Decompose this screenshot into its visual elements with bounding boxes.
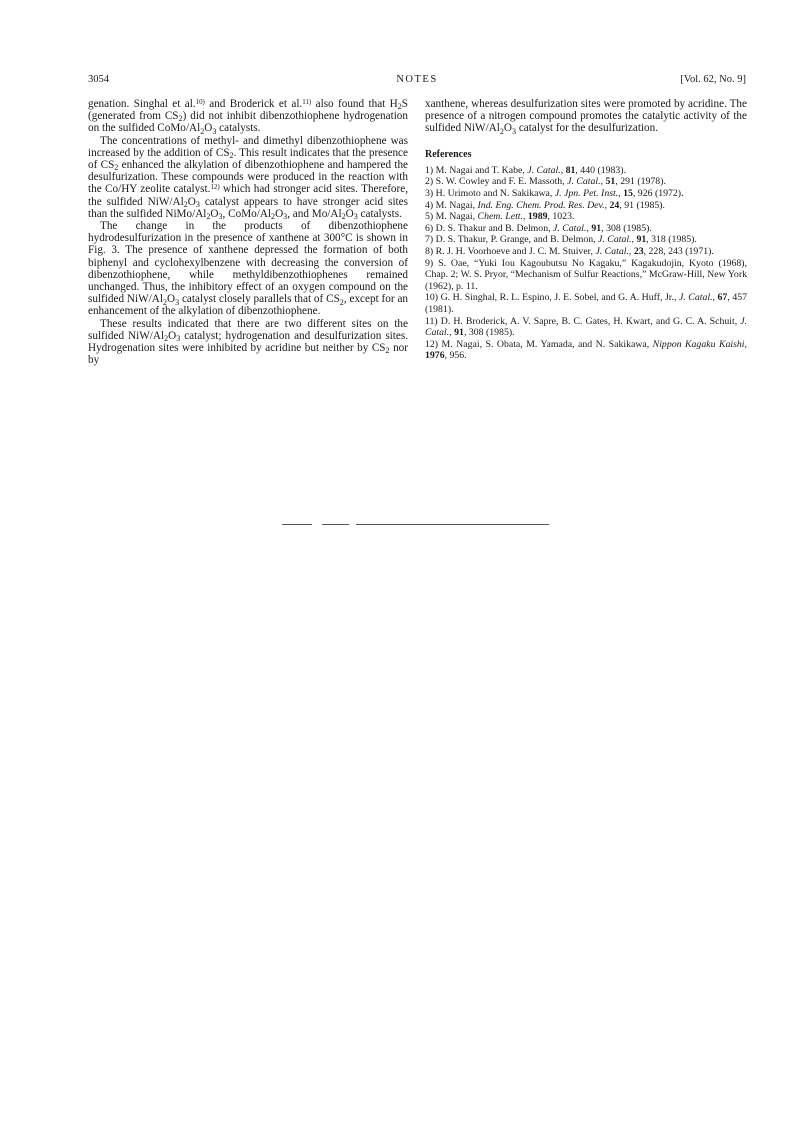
reference-authors: D. S. Thakur, P. Grange, and B. Delmon, (435, 234, 599, 246)
right-column (425, 98, 747, 362)
reference-number: 2) (425, 176, 434, 188)
reference-authors: M. Nagai, (435, 199, 478, 211)
reference-details: , 318 (1985). (646, 234, 697, 246)
paragraph: genation. Singhal et al.$^{10)}$ and Broderick et al.$^{11)}$ also found that $H_2S$ (generated from $CS_2$) did not inhibit dibenzothiophene hydrogenation on the sulfided CoMo/$Al_2O_3$ catalysts. (88, 97, 409, 136)
reference-journal: J. Catal. (598, 234, 632, 246)
reference-journal: J. Catal. (527, 164, 561, 176)
reference-volume: 91 (636, 234, 647, 246)
paragraph: These results indicated that there are two different sites on the sulfided NiW/$Al_2O_3$ catalyst; hydrogenation and desulfurization sites. Hydrogenation sites were inhibited by acridine but neither by $CS_2$ nor by (88, 317, 409, 367)
end-rule (356, 524, 549, 525)
reference-details: , 440 (1983). (575, 164, 627, 176)
reference-number: 9) (425, 257, 434, 269)
reference-number: 6) (425, 222, 434, 234)
reference-number: 10) (425, 292, 439, 304)
reference-journal: Nippon Kagaku Kaishi (652, 338, 745, 350)
reference-volume: 23 (633, 245, 644, 257)
reference-item: 7) D. S. Thakur, P. Grange, and B. Delmon, J. Catal., 91, 318 (1985). (425, 234, 697, 246)
reference-volume: 1976 (425, 350, 445, 362)
reference-details: , 308 (1985). (601, 222, 652, 234)
section-title: NOTES (396, 74, 438, 85)
reference-number: 12) (425, 338, 439, 350)
reference-authors: H. Urimoto and N. Sakikawa, (435, 188, 555, 199)
reference-details: , 291 (1978). (615, 176, 666, 188)
reference-item: 6) D. S. Thakur and B. Delmon, J. Catal., 91, 308 (1985). (425, 222, 652, 234)
paragraph: The concentrations of methyl- and dimethyl dibenzothiophene was increased by the addition of $CS_2$. This result indicates that the presence of $CS_2$ enhanced the alkylation of dibenzothiophene and hampered the desulfurization. These compounds were produced in the reaction with the Co/HY zeolite catalyst.$^{12)}$ which had stronger acid sites. Therefore, the sulfided NiW/$Al_2O_3$ catalyst appears to have stronger acid sites than the sulfided NiMo/$Al_2O_3$, CoMo/$Al_2O_3$, and $Mo/Al_2O_3$ catalysts. (88, 134, 408, 222)
reference-journal: J. Jpn. Pet. Inst. (554, 188, 619, 199)
reference-details: , 91 (1985). (619, 199, 666, 211)
paragraph: The change in the products of dibenzothiophene hydrodesulfurization in the presence of xanthene at 300°C is shown in Fig. 3. The presence of xanthene depressed the formation of both biphenyl and cyclohexylbenzene with decreasing the conversion of dibenzothiophene, while methyldibenzothiophenes remained unchanged. Thus, the inhibitory effect of an oxygen compound on the sulfided NiW/$Al_2O_3$ catalyst closely parallels that of $CS_2$, except for an enhancement of the alkylation of dibenzothiophene. (88, 220, 408, 318)
reference-number: 3) (425, 188, 434, 199)
reference-item: 10) G. H. Singhal, R. L. Espino, J. E. Sobel, and G. A. Huff, Jr., J. Catal., 67, 457 (1981). (425, 292, 748, 315)
reference-authors: G. H. Singhal, R. L. Espino, J. E. Sobel, and G. A. Huff, Jr., (440, 292, 679, 304)
volume-info: [Vol. 62, No. 9] (680, 74, 746, 85)
reference-volume: 91 (591, 222, 602, 234)
reference-item: 3) H. Urimoto and N. Sakikawa, J. Jpn. Pet. Inst., 15, 926 (1972). (425, 188, 684, 199)
reference-details: , 926 (1972). (632, 188, 684, 199)
reference-details: , 1023. (547, 211, 575, 223)
reference-number: 4) (425, 199, 434, 211)
page-number: 3054 (88, 74, 109, 85)
reference-item: 2) S. W. Cowley and F. E. Massoth, J. Catal., 51, 291 (1978). (425, 176, 666, 188)
reference-volume: 67 (717, 292, 728, 304)
reference-item: 12) M. Nagai, S. Obata, M. Yamada, and N. Sakikawa, Nippon Kagaku Kaishi, 1976, 956. (425, 338, 747, 362)
reference-item: 8) R. J. H. Voorhoeve and J. C. M. Stuiver, J. Catal., 23, 228, 243 (1971). (425, 245, 714, 257)
reference-authors: M. Nagai, (435, 211, 478, 223)
reference-journal: J. Catal. (678, 292, 713, 304)
reference-details: , 956. (444, 350, 467, 362)
reference-item (425, 258, 747, 293)
reference-volume: 15 (623, 188, 633, 199)
reference-number: 8) (425, 245, 434, 257)
reference-volume: 1989 (527, 211, 548, 223)
references-heading: References (425, 148, 472, 160)
reference-authors: D. H. Broderick, A. V. Sapre, B. C. Gates, H. Kwart, and G. C. A. Schuit, (440, 315, 741, 327)
reference-journal: J. Catal. (425, 315, 748, 339)
end-rule (282, 524, 312, 525)
reference-item: 1) M. Nagai and T. Kabe, J. Catal., 81, 440 (1983). (425, 164, 627, 176)
paragraph: xanthene, whereas desulfurization sites were promoted by acridine. The presence of a nitrogen compound promotes the catalytic activity of the sulfided NiW/$Al_2O_3$ catalyst for the desulfurization. (425, 98, 747, 136)
reference-journal: J. Catal. (553, 222, 587, 234)
reference-details: , 457 (1981). (425, 292, 748, 315)
reference-details: , 228, 243 (1971). (643, 245, 714, 257)
left-column (88, 98, 408, 366)
reference-journal: J. Catal. (567, 176, 601, 188)
reference-authors: M. Nagai and T. Kabe, (435, 164, 528, 176)
reference-number: 1) (425, 164, 434, 176)
reference-volume: 81 (565, 164, 576, 176)
reference-number: 11) (425, 315, 438, 327)
references-list (425, 165, 747, 362)
page-header (88, 73, 746, 87)
reference-authors: R. J. H. Voorhoeve and J. C. M. Stuiver, (435, 245, 596, 257)
reference-volume: 24 (609, 199, 620, 211)
reference-number: 7) (425, 234, 434, 246)
reference-journal: Chem. Lett. (477, 211, 523, 223)
reference-journal: J. Catal. (595, 245, 629, 257)
reference-volume: 51 (605, 176, 616, 188)
reference-item: 11) D. H. Broderick, A. V. Sapre, B. C. Gates, H. Kwart, and G. C. A. Schuit, J. Catal., 91, 308 (1985). (425, 315, 748, 339)
end-rule (322, 524, 349, 525)
reference-item: 4) M. Nagai, Ind. Eng. Chem. Prod. Res. Dev., 24, 91 (1985). (425, 199, 666, 211)
reference-volume: 91 (454, 327, 464, 339)
reference-authors: S. W. Cowley and F. E. Massoth, (435, 176, 568, 188)
reference-authors: S. Oae, “Yuki Iou Kagoubutsu No Kagaku,” Kagakudojin, Kyoto (1968), Chap. 2; W. S. Pryor, “Mechanism of Sulfur Reactions,” McGraw-Hill, New York (1962), p. 11. (425, 257, 748, 292)
reference-authors: D. S. Thakur and B. Delmon, (435, 222, 553, 234)
reference-authors: M. Nagai, S. Obata, M. Yamada, and N. Sakikawa, (441, 338, 653, 350)
reference-details: , 308 (1985). (463, 327, 515, 339)
reference-number: 5) (425, 211, 434, 223)
reference-journal: Ind. Eng. Chem. Prod. Res. Dev. (477, 199, 605, 211)
reference-item: 5) M. Nagai, Chem. Lett., 1989, 1023. (425, 211, 575, 223)
